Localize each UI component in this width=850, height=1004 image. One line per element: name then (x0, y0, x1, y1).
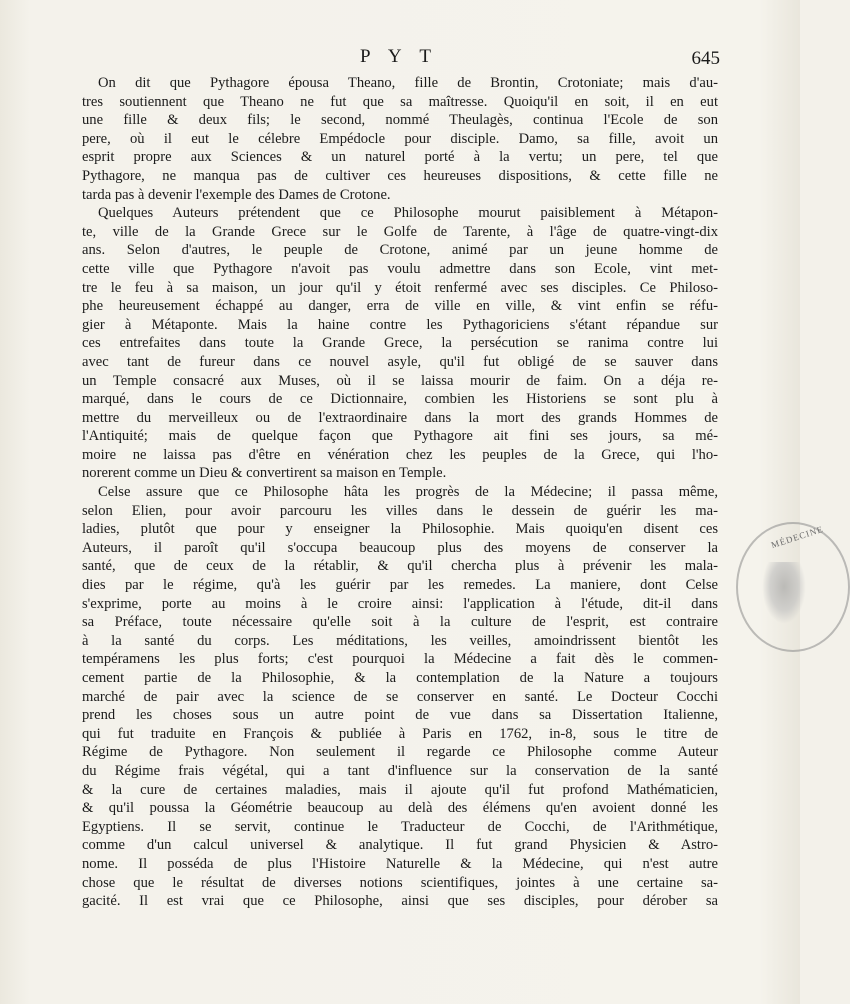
text-line: selon Elien, pour avoir parcouru les villes dans le dessein de guérir les ma- (82, 502, 718, 519)
text-line: On dit que Pythagore épousa Theano, fille de Brontin, Crotoniate; mais d'au- (98, 75, 718, 91)
page-header (60, 46, 720, 76)
text-line: l'Antiquité; mais de quelque façon que Pythagore ait fini ses jours, sa mé- (82, 428, 718, 445)
body-text (82, 74, 718, 911)
text-line: & qu'il poussa la Géométrie beaucoup au delà des élémens qu'en avoient donné les (82, 800, 718, 817)
text-line: esprit propre aux Sciences & un naturel porté à la vertu; un pere, tel que (82, 149, 718, 166)
text-line: sa Préface, toute nécessaire qu'elle soit à la culture de l'esprit, est contraire (82, 614, 718, 631)
text-line: Auteurs, il paroît qu'il s'occupa beaucoup plus des moyens de conserver la (82, 539, 718, 556)
text-line: tre le feu à sa maison, un jour qu'il y étoit renfermé avec ses disciples. Ce Philoso- (82, 279, 718, 296)
text-line: gacité. Il est vrai que ce Philosophe, ainsi que ses disciples, pour dérober sa (82, 893, 718, 910)
running-head: P Y T (360, 46, 438, 67)
text-line: te, ville de la Grande Grece sur le Golfe de Tarente, à l'âge de quatre-vingt-dix (82, 223, 718, 240)
text-line: moire ne laissa pas d'être en vénération chez les peuples de la Grece, qui l'ho- (82, 446, 718, 463)
stamp-portrait-icon (762, 562, 806, 624)
text-line: ans. Selon d'autres, le peuple de Crotone, animé par un jeune homme de (82, 242, 718, 259)
text-line: chose que le résultat de diverses notions scientifiques, jointes à une certaine sa- (82, 874, 718, 891)
text-line: qui fut traduite en François & publiée à Paris en 1762, in-8, sous le titre de (82, 725, 718, 742)
text-line: pere, où il eut le célebre Empédocle pour disciple. Damo, sa fille, avoit un (82, 130, 718, 147)
text-line: Celse assure que ce Philosophe hâta les progrès de la Médecine; il passa même, (98, 484, 718, 501)
stamp-text: MÉDECINE (769, 523, 825, 551)
text-line: s'exprime, porte au moins à le croire ainsi: l'application à l'étude, dit-il dans (82, 595, 718, 612)
text-line: marqué, dans le cours de ce Dictionnaire, combien les Historiens se sont plu à (82, 391, 718, 408)
text-line: un Temple consacré aux Muses, où il se laissa mourir de faim. On a déja re- (82, 372, 718, 389)
text-line: nome. Il posséda de plus l'Histoire Naturelle & la Médecine, qui n'est autre (82, 855, 718, 872)
page-number: 645 (691, 48, 720, 69)
text-line: norerent comme un Dieu & convertirent sa maison en Temple. (82, 465, 447, 482)
text-line: tarda pas à devenir l'exemple des Dames de Crotone. (82, 186, 391, 203)
text-line: ladies, plutôt que pour y enseigner la Philosophie. Mais quoiqu'en disent ces (82, 521, 718, 538)
text-line: Pythagore, ne manqua pas de cultiver ces heureuses dispositions, & cette fille ne (82, 167, 718, 184)
text-line: & la cure de certaines maladies, mais il ajoute qu'il fut profond Mathématicien, (82, 781, 718, 798)
text-line: santé, que de ceux de la rétablir, & qu'il chercha plus à prévenir les mala- (82, 558, 718, 575)
library-stamp (736, 522, 825, 652)
text-line: marché de pair avec la science de se conserver en santé. Le Docteur Cocchi (82, 688, 718, 705)
text-line: avec tant de fureur dans ce nouvel asyle, qu'il fut obligé de se sauver dans (82, 353, 718, 370)
text-line: une fille & deux fils; le second, nommé Theulagès, continua l'Ecole de son (82, 112, 718, 129)
text-line: à la santé du corps. Les méditations, les veilles, amoindrissent bientôt les (82, 632, 718, 649)
text-line: Egyptiens. Il se servit, continue le Traducteur de Cocchi, de l'Arithmétique, (82, 818, 718, 835)
text-line: ces entrefaites dans toute la Grande Grece, la persécution se ranima contre lui (82, 335, 718, 352)
text-line: tempéramens les plus forts; c'est pourquoi la Médecine a fait dès le commen- (82, 651, 718, 668)
text-line: comme d'un calcul universel & analytique. Il fut grand Physicien & Astro- (82, 837, 718, 854)
text-line: cette ville que Pythagore n'avoit pas voulu admettre dans son Ecole, vint met- (82, 260, 718, 277)
text-line: mettre du merveilleux ou de l'extraordinaire dans la mort des grands Hommes de (82, 409, 718, 426)
text-line: dies par le régime, qu'à les guérir par les remedes. La maniere, dont Celse (82, 577, 718, 594)
text-line: gier à Métaponte. Mais la haine contre les Pythagoriciens s'étant répandue sur (82, 316, 718, 333)
text-line: cement partie de la Philosophie, & la contemplation de la Nature a toujours (82, 670, 718, 686)
text-line: tres soutiennent que Theano ne fut que sa maîtresse. Quoiqu'il en soit, il en eut (82, 93, 718, 110)
text-line: Régime de Pythagore. Non seulement il regarde ce Philosophe comme Auteur (82, 744, 718, 761)
text-line: du Régime frais végétal, qui a tant d'influence sur la conservation de la santé (82, 762, 718, 779)
text-line: Quelques Auteurs prétendent que ce Philosophe mourut paisiblement à Métapon- (98, 205, 718, 222)
text-line: phe heureusement échappé au danger, erra de ville en ville, & vint enfin se réfu- (82, 298, 718, 315)
text-line: prend les choses sous un autre point de vue dans sa Dissertation Italienne, (82, 707, 718, 724)
